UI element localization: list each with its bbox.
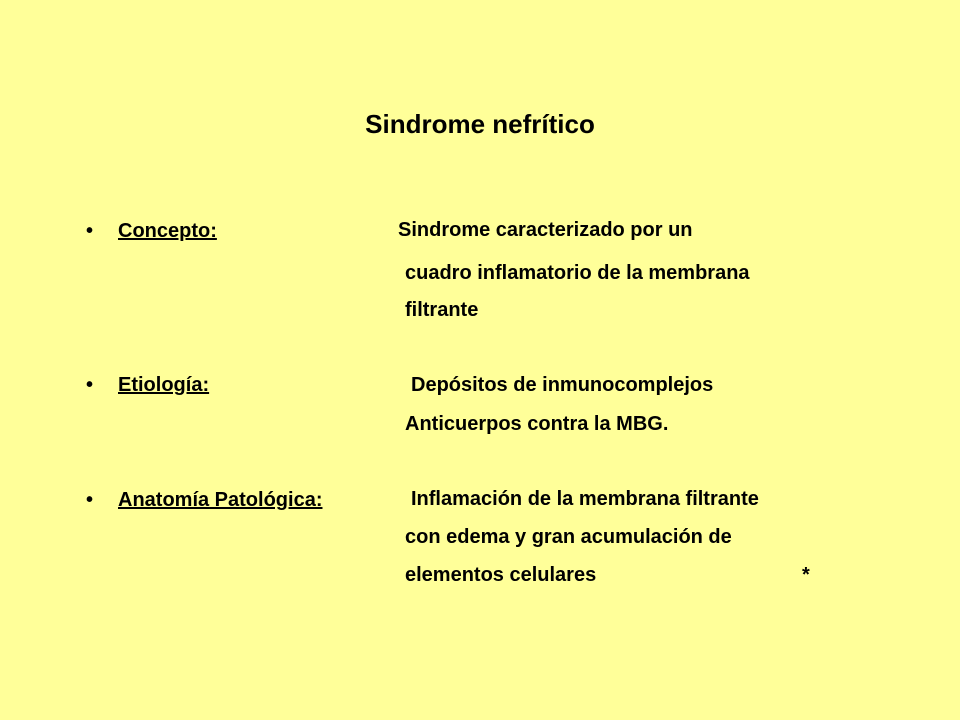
anatomia-label: Anatomía Patológica: — [118, 489, 323, 511]
concepto-label: Concepto: — [118, 220, 217, 242]
etiologia-line-1: Depósitos de inmunocomplejos — [411, 374, 714, 396]
etiologia-label: Etiología: — [118, 374, 210, 396]
concepto-line-1: Sindrome caracterizado por un — [398, 219, 693, 241]
anatomia-line-1: Inflamación de la membrana filtrante — [411, 488, 759, 510]
bullet-icon: • — [86, 374, 94, 396]
concepto-line-2: cuadro inflamatorio de la membrana — [405, 262, 750, 284]
asterisk-marker: * — [802, 564, 810, 586]
slide-title: Sindrome nefrítico — [365, 109, 595, 139]
anatomia-line-2: con edema y gran acumulación de — [405, 526, 732, 548]
concepto-line-3: filtrante — [405, 299, 479, 321]
etiologia-line-2: Anticuerpos contra la MBG. — [405, 413, 669, 435]
anatomia-line-3: elementos celulares — [405, 564, 597, 586]
bullet-icon: • — [86, 220, 94, 242]
bullet-icon: • — [86, 489, 94, 511]
